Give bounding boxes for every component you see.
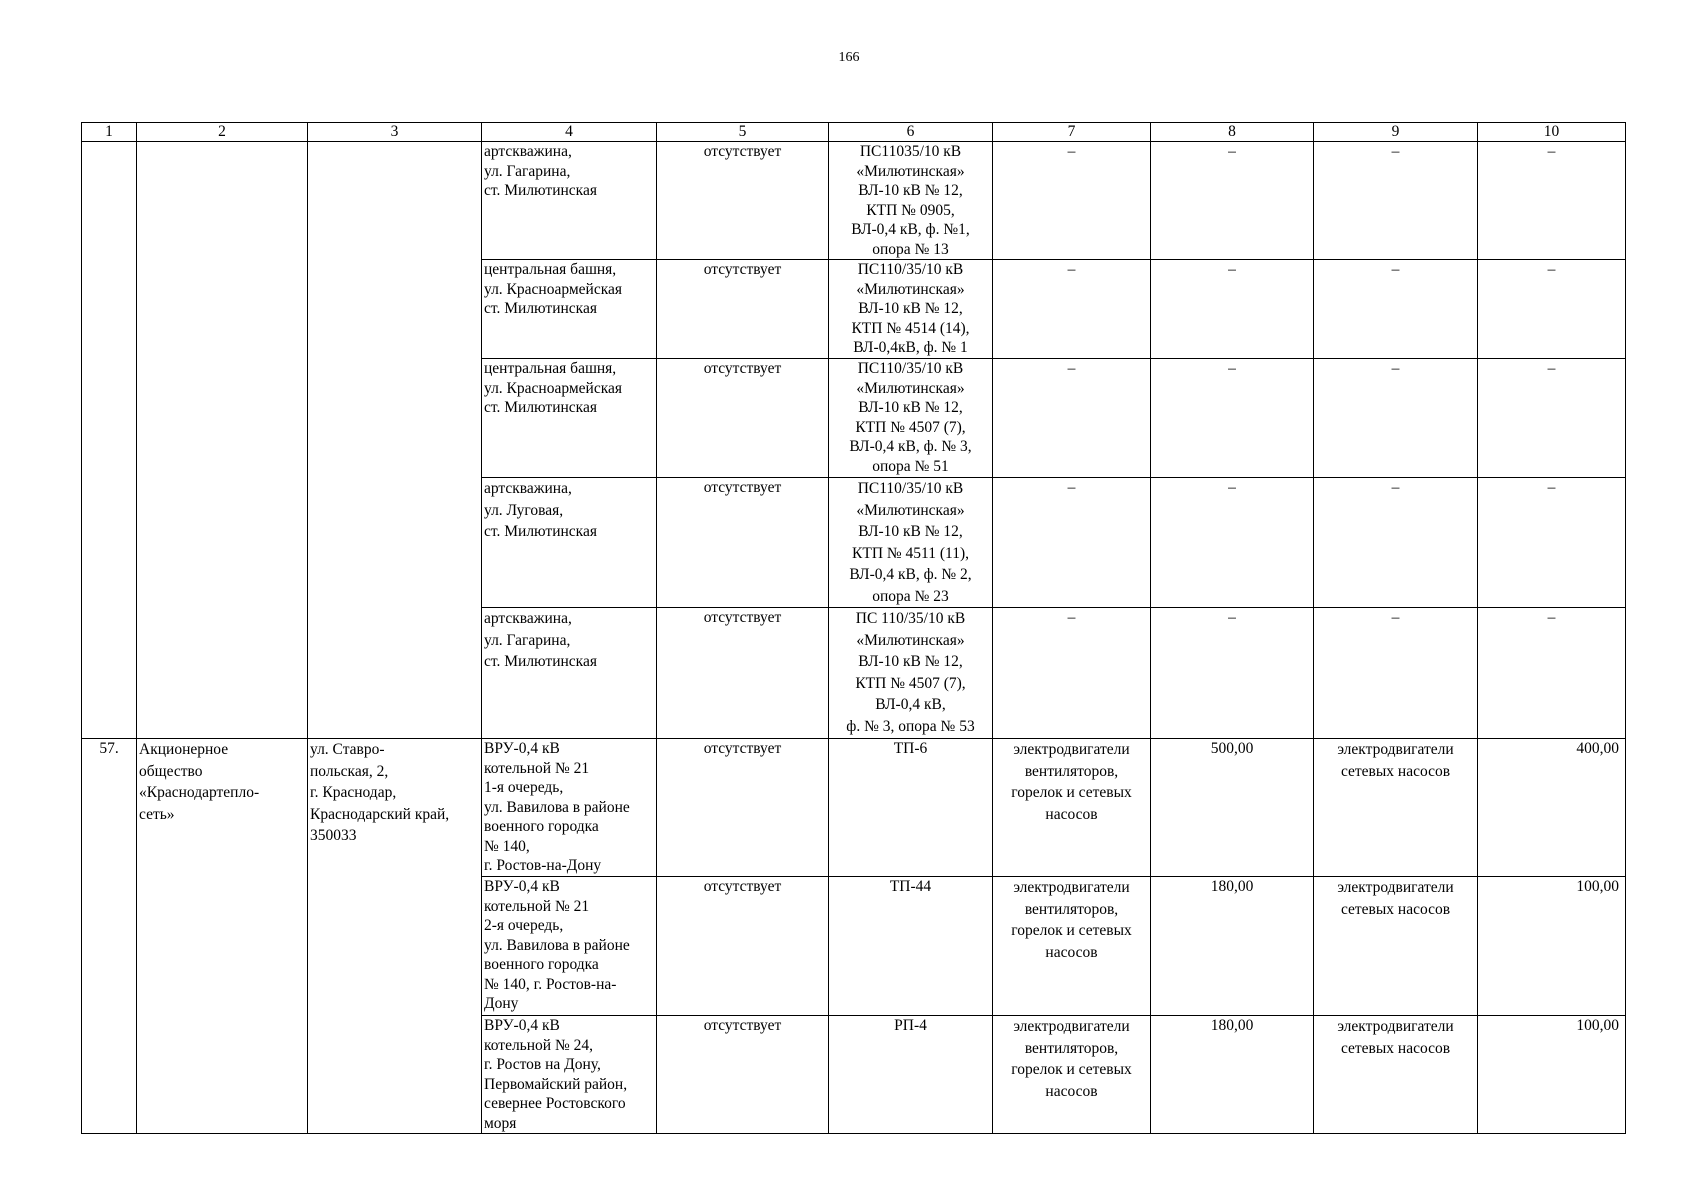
- cell-number: [82, 142, 137, 739]
- cell-organization: Акционерное общество «Краснодартепло- сеть»: [137, 739, 308, 1134]
- cell-connection: ПС11035/10 кВ «Милютинская» ВЛ-10 кВ № 12, КТП № 0905, ВЛ-0,4 кВ, ф. №1, опора № 13: [829, 142, 993, 260]
- cell-status: отсутствует: [657, 739, 829, 877]
- cell-object: артскважина, ул. Гагарина, ст. Милютинская: [482, 608, 657, 739]
- cell-power: 500,00: [1151, 739, 1314, 877]
- cell-equipment-2: электродвигатели сетевых насосов: [1314, 877, 1478, 1016]
- cell-address: [308, 142, 482, 739]
- cell-equipment-2: –: [1314, 608, 1478, 739]
- cell-equipment-2: электродвигатели сетевых насосов: [1314, 1016, 1478, 1134]
- cell-power: –: [1151, 608, 1314, 739]
- page-number: 166: [838, 50, 860, 65]
- cell-equipment: электродвигатели вентиляторов, горелок и сетевых насосов: [993, 739, 1151, 877]
- cell-object: центральная башня, ул. Красноармейская ст. Милютинская: [482, 260, 657, 359]
- cell-equipment: –: [993, 142, 1151, 260]
- cell-status: отсутствует: [657, 1016, 829, 1134]
- column-header: 7: [993, 123, 1151, 142]
- cell-address: ул. Ставро- польская, 2, г. Краснодар, Краснодарский край, 350033: [308, 739, 482, 1134]
- column-number-row: [82, 123, 1626, 142]
- cell-status: отсутствует: [657, 260, 829, 359]
- cell-object: центральная башня, ул. Красноармейская ст. Милютинская: [482, 359, 657, 478]
- cell-connection: ПС110/35/10 кВ «Милютинская» ВЛ-10 кВ № 12, КТП № 4511 (11), ВЛ-0,4 кВ, ф. № 2, опора № 23: [829, 478, 993, 608]
- cell-power-2: –: [1478, 608, 1626, 739]
- cell-power: –: [1151, 359, 1314, 478]
- cell-status: отсутствует: [657, 142, 829, 260]
- cell-object: ВРУ-0,4 кВ котельной № 21 2-я очередь, ул. Вавилова в районе военного городка № 140, г. Ростов-на- Дону: [482, 877, 657, 1016]
- cell-status: отсутствует: [657, 608, 829, 739]
- cell-power: 180,00: [1151, 877, 1314, 1016]
- cell-power: –: [1151, 260, 1314, 359]
- cell-status: отсутствует: [657, 877, 829, 1016]
- column-header: 2: [137, 123, 308, 142]
- column-header: 9: [1314, 123, 1478, 142]
- cell-power-2: –: [1478, 478, 1626, 608]
- cell-object: артскважина, ул. Гагарина, ст. Милютинская: [482, 142, 657, 260]
- table-row: [82, 739, 1626, 877]
- cell-equipment: –: [993, 478, 1151, 608]
- cell-power-2: –: [1478, 142, 1626, 260]
- cell-equipment-2: –: [1314, 260, 1478, 359]
- cell-object: ВРУ-0,4 кВ котельной № 21 1-я очередь, ул. Вавилова в районе военного городка № 140, г. Ростов-на-Дону: [482, 739, 657, 877]
- cell-connection: РП-4: [829, 1016, 993, 1134]
- cell-connection: ПС110/35/10 кВ «Милютинская» ВЛ-10 кВ № 12, КТП № 4514 (14), ВЛ-0,4кВ, ф. № 1: [829, 260, 993, 359]
- column-header: 4: [482, 123, 657, 142]
- cell-object: артскважина, ул. Луговая, ст. Милютинская: [482, 478, 657, 608]
- cell-equipment-2: электродвигатели сетевых насосов: [1314, 739, 1478, 877]
- cell-power-2: 100,00: [1478, 1016, 1626, 1134]
- column-header: 1: [82, 123, 137, 142]
- cell-equipment-2: –: [1314, 478, 1478, 608]
- cell-power: 180,00: [1151, 1016, 1314, 1134]
- column-header: 10: [1478, 123, 1626, 142]
- cell-power-2: –: [1478, 359, 1626, 478]
- cell-equipment-2: –: [1314, 142, 1478, 260]
- column-header: 8: [1151, 123, 1314, 142]
- cell-object: ВРУ-0,4 кВ котельной № 24, г. Ростов на Дону, Первомайский район, севернее Ростовского моря: [482, 1016, 657, 1134]
- cell-connection: ПС 110/35/10 кВ «Милютинская» ВЛ-10 кВ № 12, КТП № 4507 (7), ВЛ-0,4 кВ, ф. № 3, опора № 53: [829, 608, 993, 739]
- cell-equipment: –: [993, 359, 1151, 478]
- cell-equipment: –: [993, 608, 1151, 739]
- table-row: [82, 142, 1626, 260]
- cell-connection: ПС110/35/10 кВ «Милютинская» ВЛ-10 кВ № 12, КТП № 4507 (7), ВЛ-0,4 кВ, ф. № 3, опора № 51: [829, 359, 993, 478]
- data-table: [81, 122, 1626, 1134]
- cell-power-2: 100,00: [1478, 877, 1626, 1016]
- column-header: 5: [657, 123, 829, 142]
- cell-connection: ТП-6: [829, 739, 993, 877]
- cell-status: отсутствует: [657, 478, 829, 608]
- cell-status: отсутствует: [657, 359, 829, 478]
- cell-equipment: –: [993, 260, 1151, 359]
- cell-equipment-2: –: [1314, 359, 1478, 478]
- cell-organization: [137, 142, 308, 739]
- column-header: 3: [308, 123, 482, 142]
- cell-connection: ТП-44: [829, 877, 993, 1016]
- column-header: 6: [829, 123, 993, 142]
- cell-power: –: [1151, 478, 1314, 608]
- cell-equipment: электродвигатели вентиляторов, горелок и сетевых насосов: [993, 1016, 1151, 1134]
- cell-power: –: [1151, 142, 1314, 260]
- cell-number: 57.: [82, 739, 137, 1134]
- cell-equipment: электродвигатели вентиляторов, горелок и сетевых насосов: [993, 877, 1151, 1016]
- cell-power-2: –: [1478, 260, 1626, 359]
- cell-power-2: 400,00: [1478, 739, 1626, 877]
